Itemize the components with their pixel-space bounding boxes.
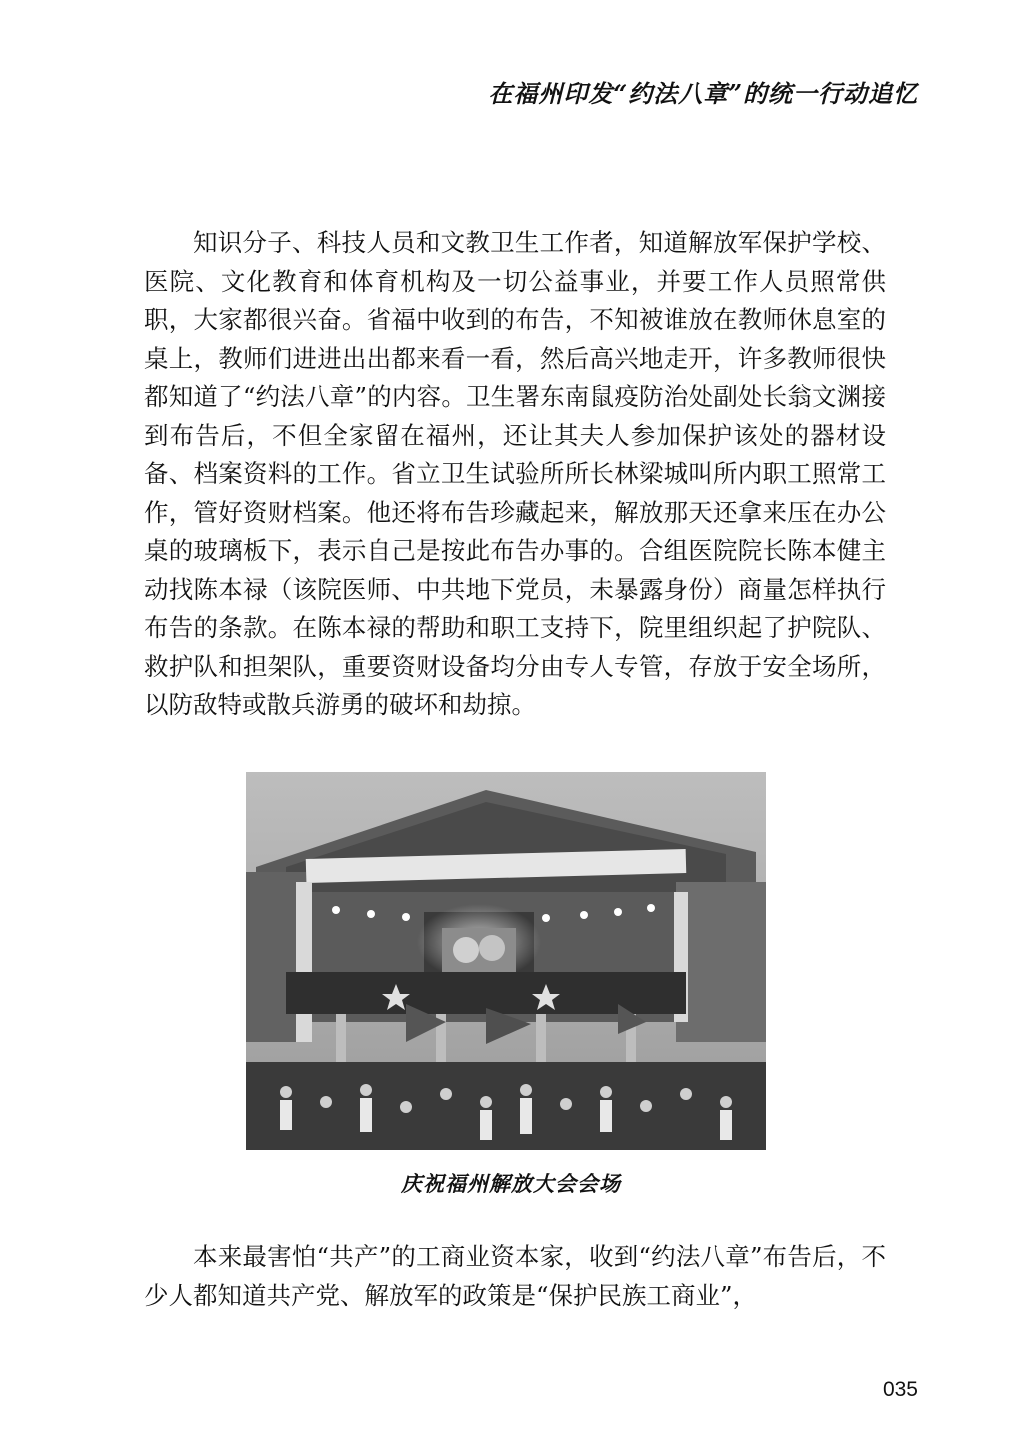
page-number: 035 (882, 1378, 918, 1401)
running-header: 在福州印发“约法八章”的统一行动追忆 (488, 79, 918, 108)
paragraph: 本来最害怕“共产”的工商业资本家，收到“约法八章”布告后，不少人都知道共产党、解放军的政策是“保护民族工商业”， (144, 1242, 886, 1310)
figure-caption: 庆祝福州解放大会会场 (401, 1171, 621, 1196)
celebration-photo (246, 772, 766, 1150)
photo-figure (246, 772, 766, 1150)
body-text-top (144, 224, 886, 725)
body-text-bottom (144, 1238, 886, 1315)
paragraph: 知识分子、科技人员和文教卫生工作者，知道解放军保护学校、医院、文化教育和体育机构及一切公益事业，并要工作人员照常供职，大家都很兴奋。省福中收到的布告，不知被谁放在教师休息室的桌上，教师们进进出出都来看一看，然后高兴地走开，许多教师很快都知道了“约法八章”的内容。卫生署东南鼠疫防治处副处长翁文渊接到布告后，不但全家留在福州，还让其夫人参加保护该处的器材设备、档案资料的工作。省立卫生试验所所长林梁城叫所内职工照常工作，管好资财档案。他还将布告珍藏起来，解放那天还拿来压在办公桌的玻璃板下，表示自己是按此布告办事的。合组医院院长陈本健主动找陈本禄（该院医师、中共地下党员，未暴露身份）商量怎样执行布告的条款。在陈本禄的帮助和职工支持下，院里组织起了护院队、救护队和担架队，重要资财设备均分由专人专管，存放于安全场所，以防敌特或散兵游勇的破坏和劫掠。 (144, 228, 886, 719)
